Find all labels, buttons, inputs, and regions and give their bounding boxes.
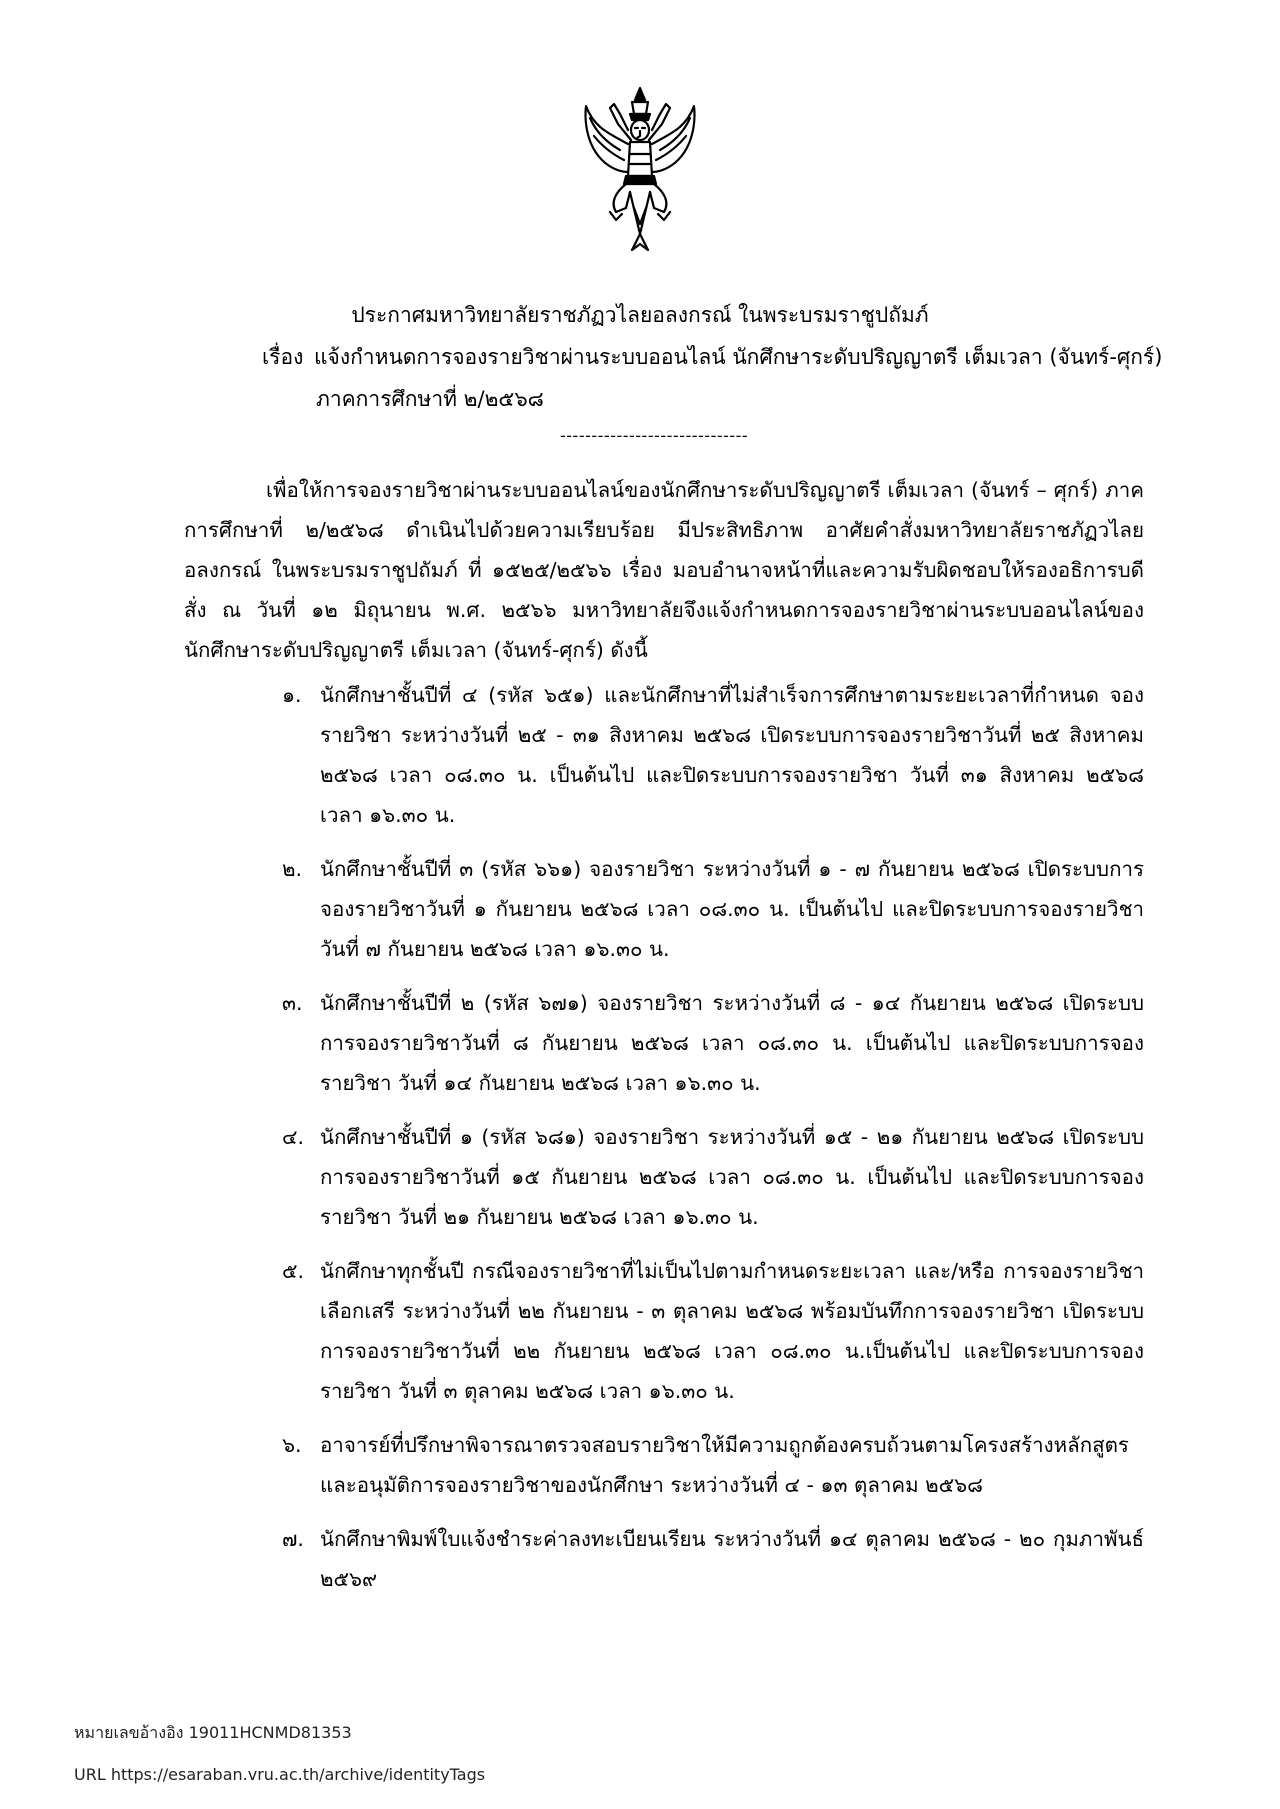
list-item-text: อาจารย์ที่ปรึกษาพิจารณาตรวจสอบรายวิชาให้มีความถูกต้องครบถ้วนตามโครงสร้างหลักสูตร และอนุมัติการจองรายวิชาของนักศึกษา ระหว่างวันที่ ๔ - ๑๓ ตุลาคม ๒๕๖๘ xyxy=(320,1433,1129,1497)
garuda-emblem-icon xyxy=(580,84,700,254)
list-item-number: ๓. xyxy=(282,991,303,1015)
list-item-text: นักศึกษาชั้นปีที่ ๒ (รหัส ๖๗๑) จองรายวิชา ระหว่างวันที่ ๘ - ๑๔ กันยายน ๒๕๖๘ เปิดระบบการจองรายวิชาวันที่ ๘ กันยายน ๒๕๖๘ เวลา ๐๘.๓๐ น. เป็นต้นไป และปิดระบบการจองรายวิชา วันที่ ๑๔ กันยายน ๒๕๖๘ เวลา ๑๖.๓๐ น. xyxy=(320,991,1144,1095)
announcement-subject xyxy=(262,342,1162,372)
list-item-number: ๗. xyxy=(282,1527,304,1551)
list-item-number: ๑. xyxy=(282,683,302,707)
subject-label: เรื่อง xyxy=(262,345,304,369)
list-item xyxy=(0,1425,1280,1505)
list-item-number: ๖. xyxy=(282,1433,302,1457)
list-item xyxy=(0,983,1280,1103)
list-item-number: ๒. xyxy=(282,857,303,881)
subject-text: แจ้งกำหนดการจองรายวิชาผ่านระบบออนไลน์ นักศึกษาระดับปริญญาตรี เต็มเวลา (จันทร์-ศุกร์) xyxy=(314,345,1163,369)
list-item-text: นักศึกษาทุกชั้นปี กรณีจองรายวิชาที่ไม่เป็นไปตามกำหนดระยะเวลา และ/หรือ การจองรายวิชาเลือกเสรี ระหว่างวันที่ ๒๒ กันยายน - ๓ ตุลาคม ๒๕๖๘ พร้อมบันทึกการจองรายวิชา เปิดระบบการจองรายวิชาวันที่ ๒๒ กันยายน ๒๕๖๘ เวลา ๐๘.๓๐ น.เป็นต้นไป และปิดระบบการจองรายวิชา วันที่ ๓ ตุลาคม ๒๕๖๘ เวลา ๑๖.๓๐ น. xyxy=(320,1259,1144,1403)
list-item-text: นักศึกษาชั้นปีที่ ๑ (รหัส ๖๘๑) จองรายวิชา ระหว่างวันที่ ๑๕ - ๒๑ กันยายน ๒๕๖๘ เปิดระบบการจองรายวิชาวันที่ ๑๕ กันยายน ๒๕๖๘ เวลา ๐๘.๓๐ น. เป็นต้นไป และปิดระบบการจองรายวิชา วันที่ ๒๑ กันยายน ๒๕๖๘ เวลา ๑๖.๓๐ น. xyxy=(320,1125,1144,1229)
list-item-text: นักศึกษาพิมพ์ใบแจ้งชำระค่าลงทะเบียนเรียน ระหว่างวันที่ ๑๔ ตุลาคม ๒๕๖๘ - ๒๐ กุมภาพันธ์ ๒๕๖๙ xyxy=(320,1527,1144,1591)
archive-url: URL https://esaraban.vru.ac.th/archive/identityTags xyxy=(74,1765,486,1784)
list-item-number: ๔. xyxy=(282,1125,305,1149)
list-item xyxy=(0,1117,1280,1237)
list-item xyxy=(0,1519,1280,1599)
reference-number: หมายเลขอ้างอิง 19011HCNMD81353 xyxy=(74,1723,352,1742)
announcement-title: ประกาศมหาวิทยาลัยราชภัฏวไลยอลงกรณ์ ในพระบรมราชูปถัมภ์ xyxy=(351,303,929,327)
intro-paragraph: เพื่อให้การจองรายวิชาผ่านระบบออนไลน์ของนักศึกษาระดับปริญญาตรี เต็มเวลา (จันทร์ – ศุกร์) ภาคการศึกษาที่ ๒/๒๕๖๘ ดำเนินไปด้วยความเรียบร้อย มีประสิทธิภาพ อาศัยคำสั่งมหาวิทยาลัยราชภัฏวไลยอลงกรณ์ ในพระบรมราชูปถัมภ์ ที่ ๑๕๒๕/๒๕๖๖ เรื่อง มอบอำนาจหน้าที่และความรับผิดชอบให้รองอธิการบดี สั่ง ณ วันที่ ๑๒ มิถุนายน พ.ศ. ๒๕๖๖ มหาวิทยาลัยจึงแจ้งกำหนดการจองรายวิชาผ่านระบบออนไลน์ของนักศึกษาระดับปริญญาตรี เต็มเวลา (จันทร์-ศุกร์) ดังนี้ xyxy=(184,478,1144,662)
list-item xyxy=(0,675,1280,835)
list-item xyxy=(0,1251,1280,1411)
list-item-text: นักศึกษาชั้นปีที่ ๔ (รหัส ๖๕๑) และนักศึกษาที่ไม่สำเร็จการศึกษาตามระยะเวลาที่กำหนด จองรายวิชา ระหว่างวันที่ ๒๕ - ๓๑ สิงหาคม ๒๕๖๘ เปิดระบบการจองรายวิชาวันที่ ๒๕ สิงหาคม ๒๕๖๘ เวลา ๐๘.๓๐ น. เป็นต้นไป และปิดระบบการจองรายวิชา วันที่ ๓๑ สิงหาคม ๒๕๖๘ เวลา ๑๖.๓๐ น. xyxy=(320,683,1144,827)
academic-term: ภาคการศึกษาที่ ๒/๒๕๖๘ xyxy=(316,387,544,411)
schedule-list xyxy=(0,675,1280,1613)
list-item-number: ๕. xyxy=(282,1259,305,1283)
list-item-text: นักศึกษาชั้นปีที่ ๓ (รหัส ๖๖๑) จองรายวิชา ระหว่างวันที่ ๑ - ๗ กันยายน ๒๕๖๘ เปิดระบบการจองรายวิชาวันที่ ๑ กันยายน ๒๕๖๘ เวลา ๐๘.๓๐ น. เป็นต้นไป และปิดระบบการจองรายวิชา วันที่ ๗ กันยายน ๒๕๖๘ เวลา ๑๖.๓๐ น. xyxy=(320,857,1144,961)
header-separator: ------------------------------ xyxy=(560,426,749,445)
list-item xyxy=(0,849,1280,969)
